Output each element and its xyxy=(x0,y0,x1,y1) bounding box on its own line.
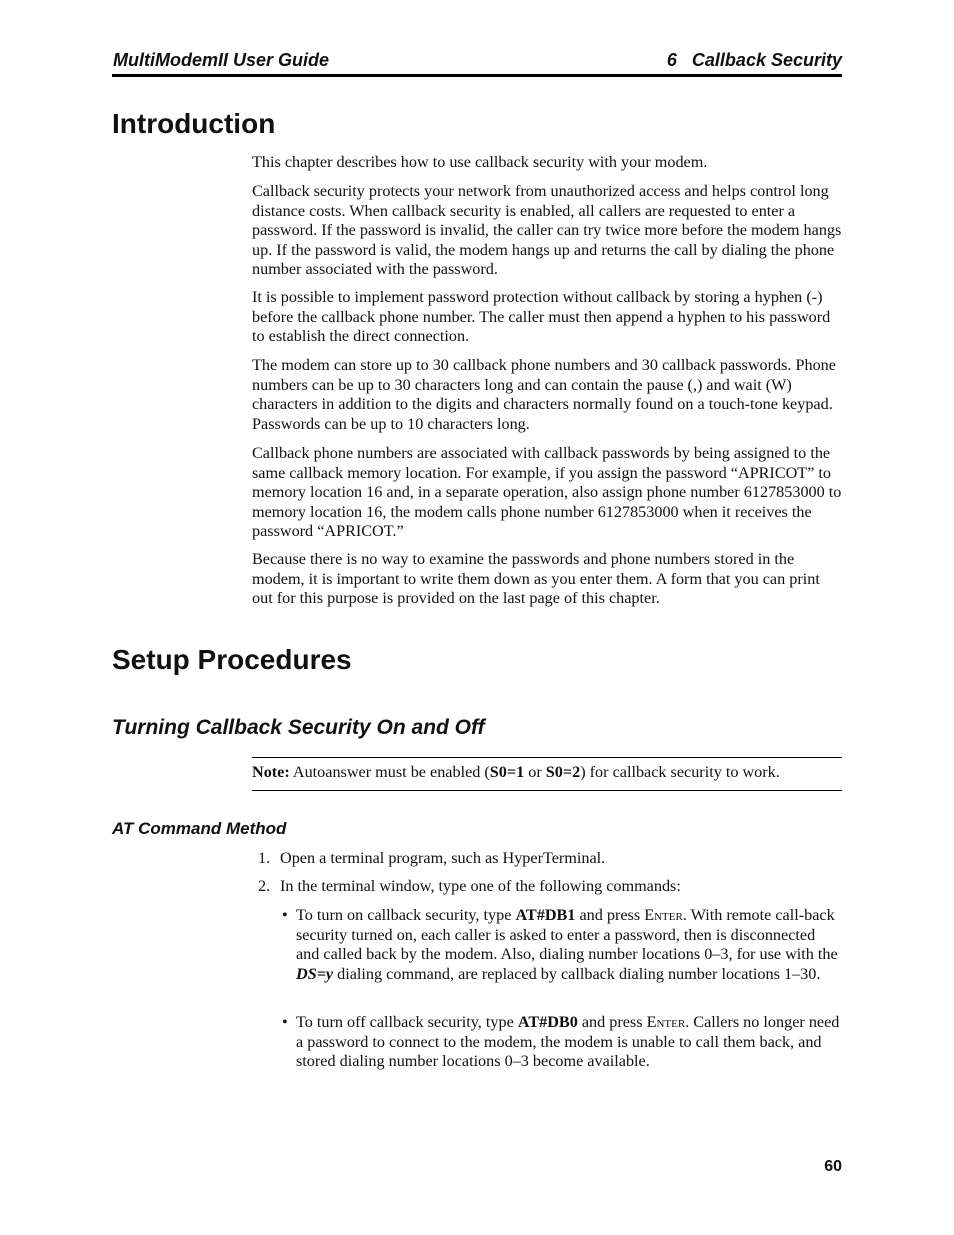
intro-paragraph-5: Callback phone numbers are associated with callback passwords by being assigned to the same callback memory location. For example, if you assign the password “APRICOT” to memory location 16 and, in a separate operation, also assign phone number 6127853000 to memory location 16, the modem calls phone number 6127853000 when it receives the password “APRICOT.” xyxy=(252,444,842,541)
bullet-turn-off xyxy=(282,1013,842,1072)
step-2-number: 2. xyxy=(258,877,271,895)
bullet-dot-icon: • xyxy=(282,1013,288,1031)
section-title-setup: Setup Procedures xyxy=(112,644,352,675)
note-text-2: or xyxy=(524,763,546,781)
bullet-turn-on-mid: and press xyxy=(575,906,645,924)
step-1 xyxy=(258,849,842,869)
intro-paragraph-2: Callback security protects your network from unauthorized access and helps control long distance costs. When callback security is enabled, all callers are requested to enter a password. If the password is invalid, the caller can try twice more before the modem hangs up. If the password is valid, the modem hangs up and returns the call by dialing the phone number associated with the password. xyxy=(252,182,842,279)
step-2 xyxy=(258,877,842,897)
note-top-rule xyxy=(252,757,842,758)
note-autoanswer xyxy=(252,763,844,783)
note-text-3: ) for callback security to work. xyxy=(580,763,780,781)
running-header-title: MultiModemII User Guide xyxy=(113,50,330,70)
command-at-db1: AT#DB1 xyxy=(515,906,576,924)
note-bottom-rule xyxy=(252,790,842,791)
note-label: Note: xyxy=(252,763,290,781)
bullet-turn-off-pre: To turn off callback security, type xyxy=(296,1013,518,1031)
bullet-turn-off-text xyxy=(296,1013,842,1072)
intro-paragraph-3: It is possible to implement password protection without callback by storing a hyphen (-) before the callback phone number. The caller must then append a hyphen to his password to establish the direct connection. xyxy=(252,288,831,346)
note-code-s0-1: S0=1 xyxy=(489,763,525,781)
bullet-turn-on-post: . With remote call-back security turned on, each caller is asked to enter a password, then is disconnected and called back by the modem. Also, dialing number locations 0–3, for use with the xyxy=(296,906,838,964)
method-title: AT Command Method xyxy=(112,819,287,838)
enter-key-label: Enter xyxy=(646,1013,686,1031)
intro-paragraph-4: The modem can store up to 30 callback phone numbers and 30 callback passwords. Phone numbers can be up to 30 characters long and can contain the pause (,) and wait (W) characters in addition to the digits and characters normally found on a touch-tone keypad. Passwords can be up to 10 characters long. xyxy=(252,356,836,433)
bullet-turn-off-mid: and press xyxy=(577,1013,647,1031)
intro-paragraph-1: This chapter describes how to use callback security with your modem. xyxy=(252,153,708,171)
step-2-text: In the terminal window, type one of the following commands: xyxy=(280,877,681,895)
note-text-1: Autoanswer must be enabled ( xyxy=(289,763,490,781)
bullet-dot-icon: • xyxy=(282,906,288,924)
subsection-title-callback: Turning Callback Security On and Off xyxy=(112,716,485,739)
bullet-turn-on-text xyxy=(296,906,842,984)
command-at-db0: AT#DB0 xyxy=(517,1013,578,1031)
bullet-turn-on xyxy=(282,906,842,984)
step-1-text: Open a terminal program, such as HyperTerminal. xyxy=(280,849,606,867)
bullet-turn-on-pre: To turn on callback security, type xyxy=(296,906,516,924)
running-header-chapter: 6 Callback Security xyxy=(666,50,842,70)
note-code-s0-2: S0=2 xyxy=(545,763,581,781)
header-rule xyxy=(112,74,842,77)
step-1-number: 1. xyxy=(258,849,271,867)
intro-paragraph-6: Because there is no way to examine the passwords and phone numbers stored in the modem, it is important to write them down as you enter them. A form that you can print out for this purpose is provided on the last page of this chapter. xyxy=(252,550,820,608)
section-title-introduction: Introduction xyxy=(112,108,276,139)
enter-key-label: Enter xyxy=(644,906,683,924)
bullet-turn-on-end: dialing command, are replaced by callback dialing number locations 1–30. xyxy=(333,964,821,983)
bullet-turn-off-post: . Callers no longer need a password to connect to the modem, the modem is unable to call them back, and stored dialing number locations 0–3 become available. xyxy=(296,1013,840,1071)
page-number: 60 xyxy=(824,1158,842,1175)
command-ds-y: DS=y xyxy=(296,964,334,983)
